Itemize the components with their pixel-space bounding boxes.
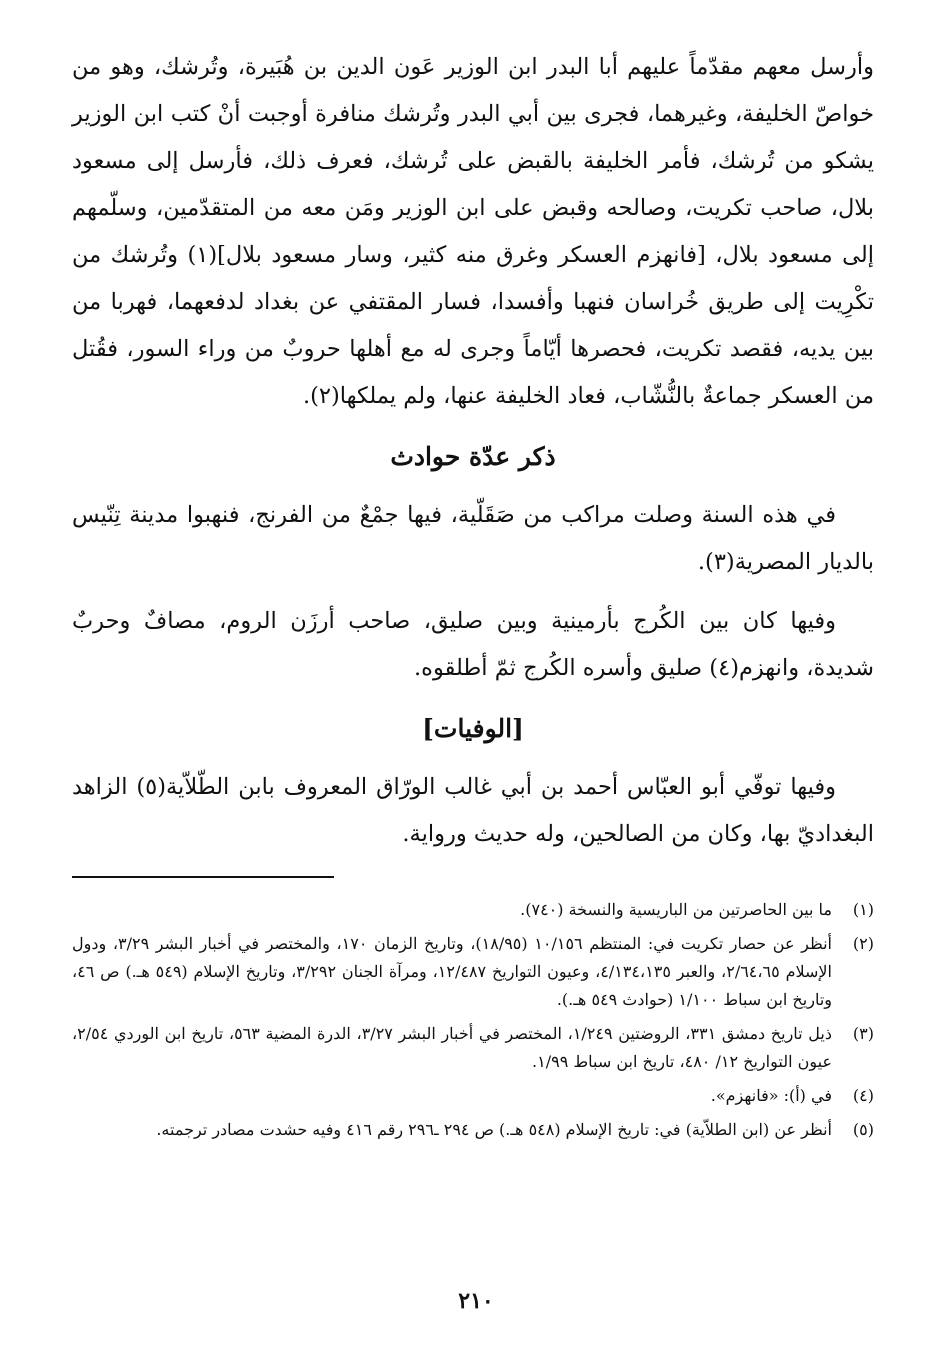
footnote-text: أنظر عن حصار تكريت في: المنتظم ١٠/١٥٦ (١٨/٩٥)، وتاريخ الزمان ١٧٠، والمختصر في أخبار البشر ٣/٢٩، ودول الإسلام ٢/٦٤،٦٥، والعبر ٤/١٣٤،١٣٥، وعيون التواريخ ١٢/٤٨٧، ومرآة الجنان ٣/٢٩٢، وتاريخ الإسلام (٥٤٩ هـ.) ص ٤٦، وتاريخ ابن سباط ١/١٠٠ (حوادث ٥٤٩ هـ.).: [72, 934, 833, 1009]
paragraph-1: وأرسل معهم مقدّماً عليهم أبا البدر ابن الوزير عَون الدين بن هُبَيرة، وتُرشك، وهو من خواصّ الخليفة، وغيرهما، فجرى بين أبي البدر وتُرشك منافرة أوجبت أنْ كتب ابن الوزير يشكو من تُرشك، فأمر الخليفة بالقبض على تُرشك، فعرف ذلك، فأرسل إلى مسعود بلال، صاحب تكريت، وصالحه وقبض على ابن الوزير ومَن معه من المتقدّمين، وسلّمهم إلى مسعود بلال، [فانهزم العسكر وغرق منه كثير، وسار مسعود بلال](١) وتُرشك من تكْرِيت إلى طريق خُراسان فنهبا وأفسدا، فسار المقتفي عن بغداد لدفعهما، فهربا من بين يديه، فقصد تكريت، فحصرها أيّاماً وجرى له مع أهلها حروبٌ من وراء السور، فقُتل من العسكر جماعةٌ بالنُّشّاب، فعاد الخليفة عنها، ولم يملكها(٢).: [72, 54, 874, 409]
footnote: [72, 1082, 874, 1110]
footnote: [72, 1020, 874, 1076]
footnote: [72, 930, 874, 1014]
footnote-number: (٢): [852, 934, 874, 953]
footnote-number: (٥): [852, 1120, 874, 1139]
footnote: [72, 1116, 874, 1144]
footnote-text: في (أ): «فانهزم».: [710, 1086, 832, 1105]
main-text: [72, 44, 874, 858]
section-heading-deaths: [الوفيات]: [422, 714, 524, 743]
section-heading-events: ذكر عدّة حوادث: [390, 442, 556, 471]
paragraph-4: وفيها توفّي أبو العبّاس أحمد بن أبي غالب الورّاق المعروف بابن الطّلاّية(٥) الزاهد البغداديّ بها، وكان من الصالحين، وله حديث ورواية.: [72, 774, 874, 847]
page-number: ٢١٠: [458, 1288, 494, 1314]
footnote-text: ذيل تاريخ دمشق ٣٣١، الروضتين ١/٢٤٩، المختصر في أخبار البشر ٣/٢٧، الدرة المضية ٥٦٣، تاريخ ابن الوردي ٢/٥٤، عيون التواريخ ١٢/ ٤٨٠، تاريخ ابن سباط ١/٩٩.: [72, 1024, 833, 1071]
footnote: [72, 896, 874, 924]
paragraph-3: وفيها كان بين الكُرج بأرمينية وبين صليق، صاحب أرزَن الروم، مصافٌ وحربٌ شديدة، وانهزم(٤) صليق وأسره الكُرج ثمّ أطلقوه.: [72, 608, 874, 681]
footnote-number: (٣): [852, 1024, 874, 1043]
footnote-divider: [72, 876, 334, 878]
footnote-text: ما بين الحاصرتين من الباريسية والنسخة (٧٤٠).: [520, 900, 832, 919]
footnotes: [72, 896, 874, 1150]
paragraph-2: في هذه السنة وصلت مراكب من صَقَلّية، فيها جمْعٌ من الفرنج، فنهبوا مدينة تِنّيس بالديار المصرية(٣).: [72, 502, 874, 575]
footnote-number: (١): [852, 900, 874, 919]
footnote-number: (٤): [852, 1086, 874, 1105]
footnote-text: أنظر عن (ابن الطلاّية) في: تاريخ الإسلام (٥٤٨ هـ.) ص ٢٩٤ ـ٢٩٦ رقم ٤١٦ وفيه حشدت مصادر ترجمته.: [156, 1120, 832, 1139]
